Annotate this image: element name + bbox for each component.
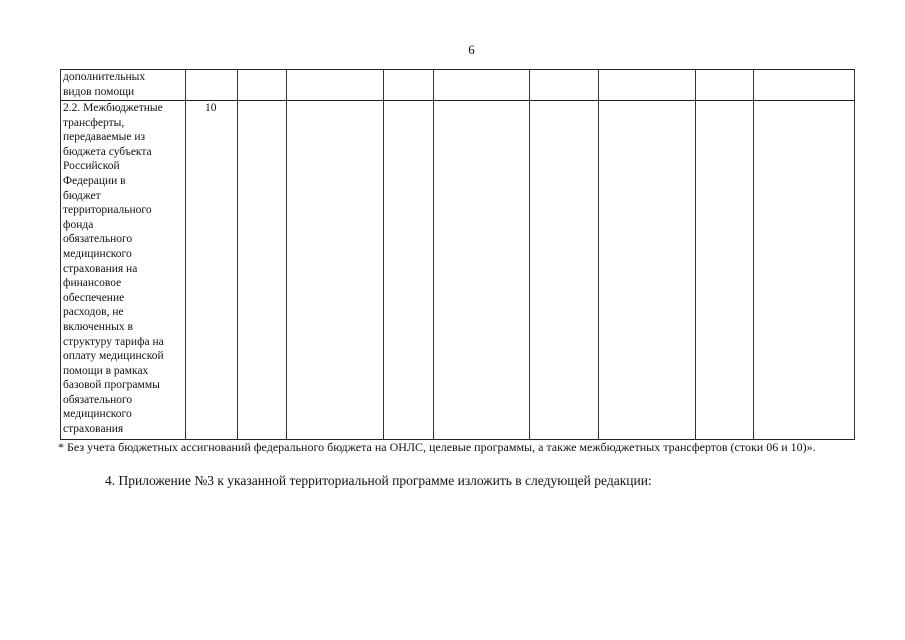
row-label-line: 2.2. Межбюджетные (63, 102, 163, 114)
row-code-cell (186, 70, 238, 101)
row-label-line: обязательного (63, 393, 133, 406)
table-cell (287, 70, 384, 101)
row-label-cell (61, 101, 186, 440)
table-cell (384, 101, 434, 440)
row-label-line: расходов, не (63, 306, 124, 319)
row-label-line: бюджет (63, 189, 101, 202)
table-cell (530, 70, 599, 101)
table-cell (754, 70, 855, 101)
row-label-line: бюджета субъекта (63, 145, 152, 158)
row-label-line: помощи в рамках (63, 364, 149, 377)
row-label-line: территориального (63, 204, 152, 217)
table-cell (696, 101, 754, 440)
table-cell (754, 101, 855, 440)
row-label-line: трансферты, (63, 116, 125, 129)
row-label-line: обеспечение (63, 291, 125, 304)
body-paragraph: 4. Приложение №3 к указанной территориальной программе изложить в следующей редакции: (105, 473, 652, 488)
row-label-line: передаваемые из (63, 131, 146, 144)
table-cell (530, 101, 599, 440)
row-label-cell (61, 70, 186, 101)
row-label-line: страхования (63, 423, 124, 436)
table-cell (238, 70, 287, 101)
row-label-line: Федерации в (63, 174, 126, 187)
footnote: * Без учета бюджетных ассигнований федерального бюджета на ОНЛС, целевые программы, а также межбюджетных трансфертов (стоки 06 и 10)». (58, 440, 816, 454)
page-number: 6 (468, 42, 475, 57)
budget-table (60, 69, 855, 440)
row-label-line: медицинского (63, 247, 132, 260)
table-cell (384, 70, 434, 101)
table-row (61, 70, 855, 101)
row-code-cell: 10 (186, 101, 238, 440)
row-label-line: включенных в (63, 320, 133, 333)
row-label-line: фонда (63, 218, 94, 231)
table-cell (599, 101, 696, 440)
table-row (61, 101, 855, 440)
row-label-line: Российской (63, 160, 120, 173)
row-label-line: медицинского (63, 408, 132, 421)
row-label-line: структуру тарифа на (63, 335, 164, 348)
row-label-line: страхования на (63, 262, 138, 275)
row-label-line: дополнительных (63, 71, 146, 83)
row-label-line: базовой программы (63, 379, 160, 392)
table-cell (434, 101, 530, 440)
row-label-line: финансовое (63, 277, 122, 290)
row-label-line: обязательного (63, 233, 133, 246)
row-label-line: видов помощи (63, 85, 135, 98)
table-cell (434, 70, 530, 101)
table-cell (599, 70, 696, 101)
table-cell (696, 70, 754, 101)
table-cell (287, 101, 384, 440)
table-cell (238, 101, 287, 440)
row-label-line: оплату медицинской (63, 350, 164, 363)
